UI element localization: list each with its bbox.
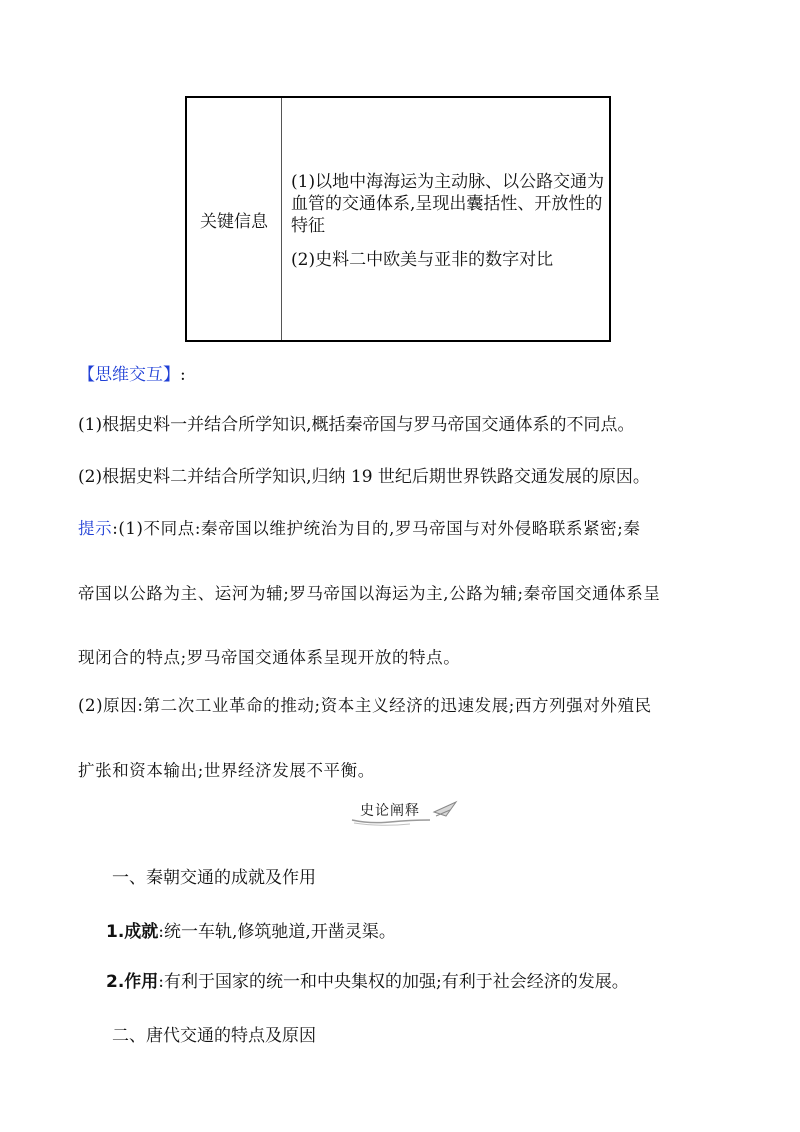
section-heading-1: 一、秦朝交通的成就及作用: [112, 868, 316, 888]
key-info-table: [185, 96, 611, 342]
hint-line-2: 帝国以公路为主、运河为辅;罗马帝国以海运为主,公路为辅;秦帝国交通体系呈: [78, 584, 661, 603]
value-line: (1)以地中海海运为主动脉、以公路交通为血管的交通体系,呈现出囊括性、开放性的特征: [291, 172, 605, 236]
hint-line-1: [78, 515, 641, 539]
table-divider: [281, 98, 282, 340]
table-value-cell: [291, 171, 607, 283]
item-label: 1.成就: [106, 922, 159, 942]
question-1: (1)根据史料一并结合所学知识,概括秦帝国与罗马帝国交通体系的不同点。: [78, 415, 635, 435]
table-key-cell: [187, 98, 281, 340]
thinking-title: 【思维交互】: [78, 365, 180, 385]
hint-line-5: 扩张和资本输出;世界经济发展不平衡。: [78, 761, 375, 780]
question-2: (2)根据史料二并结合所学知识,归纳 19 世纪后期世界铁路交通发展的原因。: [78, 467, 650, 487]
hint-text: :(1)不同点:秦帝国以维护统治为目的,罗马帝国与对外侵略联系紧密;秦: [112, 519, 641, 538]
item-role: [106, 967, 629, 992]
item-text: :统一车轨,修筑驰道,开凿灵渠。: [158, 922, 396, 942]
item-text: :有利于国家的统一和中央集权的加强;有利于社会经济的发展。: [158, 972, 629, 992]
hint-line-3: 现闭合的特点;罗马帝国交通体系呈现开放的特点。: [78, 648, 461, 667]
item-label: 2.作用: [106, 972, 159, 992]
hint-line-4: (2)原因:第二次工业革命的推动;资本主义经济的迅速发展;西方列强对外殖民: [78, 696, 652, 715]
item-achievement: [106, 917, 396, 942]
key-label: 关键信息: [200, 211, 268, 232]
section-badge: [350, 796, 460, 828]
badge-text: 史论阐释: [360, 803, 420, 819]
thinking-colon: :: [180, 365, 186, 385]
thinking-heading: [78, 360, 186, 385]
value-line: (2)史料二中欧美与亚非的数字对比: [291, 250, 554, 270]
hint-label: 提示: [78, 519, 113, 538]
section-heading-2: 二、唐代交通的特点及原因: [112, 1026, 316, 1046]
